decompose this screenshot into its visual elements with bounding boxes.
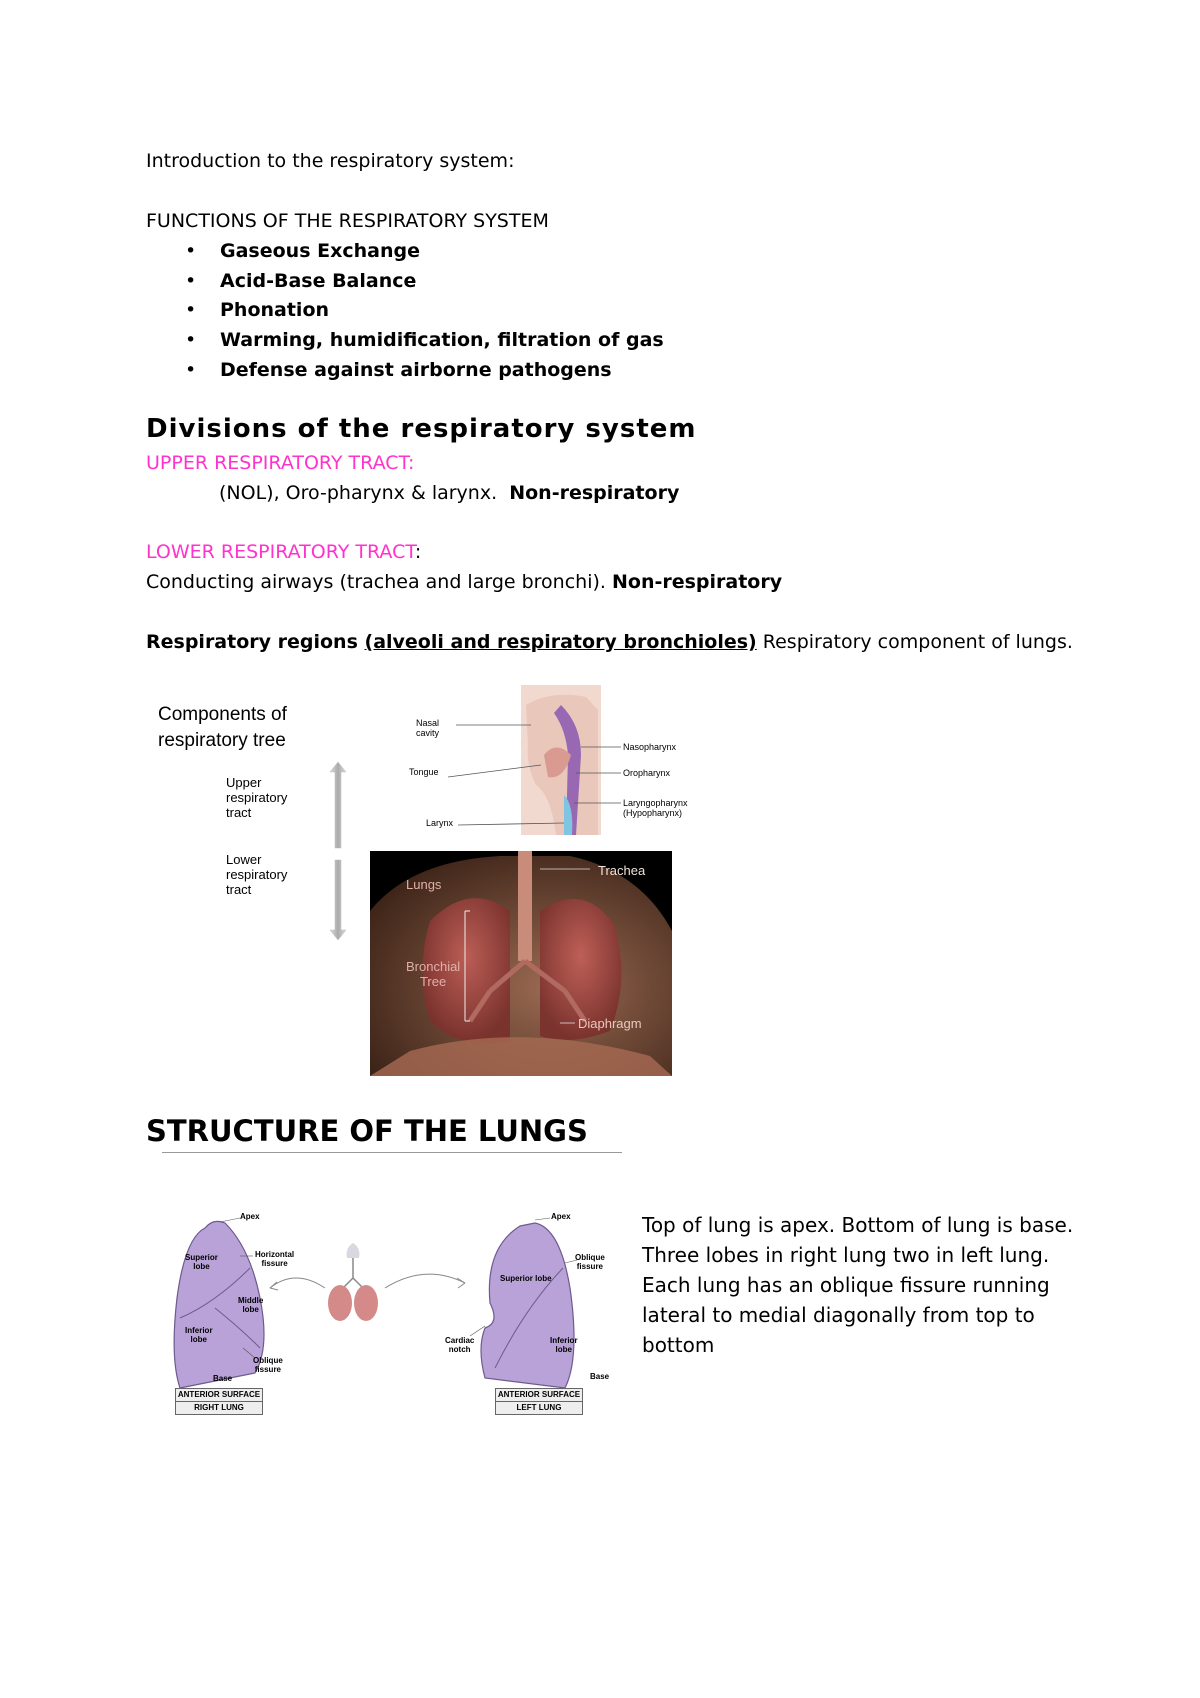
structure-heading: STRUCTURE OF THE LUNGS xyxy=(146,1114,588,1148)
label-middle-lobe: Middle lobe xyxy=(238,1296,264,1314)
list-item: • Gaseous Exchange xyxy=(178,237,664,267)
lower-tract-label: LOWER RESPIRATORY TRACT: xyxy=(146,541,422,563)
list-item: • Warming, humidification, filtration of gas xyxy=(178,326,664,356)
label-oropharynx: Oropharynx xyxy=(623,768,671,778)
upper-tract-caption: Upper respiratory tract xyxy=(226,775,288,820)
label-left-oblique-fissure: Oblique fissure xyxy=(575,1253,605,1271)
bullet: • xyxy=(185,240,197,262)
label-right-inferior-lobe: Inferior lobe xyxy=(185,1326,213,1344)
label-right-apex: Apex xyxy=(240,1212,260,1221)
label-left-base: Base xyxy=(590,1372,610,1381)
respiratory-regions: Respiratory regions (alveoli and respiratory bronchioles) Respiratory component of lungs. xyxy=(146,631,1073,653)
bullet: • xyxy=(185,269,197,292)
figure-title: Components of respiratory tree xyxy=(158,704,287,751)
lower-tract-description: Conducting airways (trachea and large bronchi). Non-respiratory xyxy=(146,571,783,593)
list-item: • Acid-Base Balance xyxy=(178,267,664,297)
divisions-heading: Divisions of the respiratory system xyxy=(146,414,697,444)
functions-list xyxy=(178,237,664,385)
label-nasal-cavity: Nasal cavity xyxy=(416,718,440,738)
respiratory-tree-figure xyxy=(146,680,686,1080)
label-right-superior-lobe: Superior lobe xyxy=(185,1253,218,1271)
bullet: • xyxy=(185,329,197,352)
label-right-oblique-fissure: Oblique fissure xyxy=(253,1356,283,1374)
head-sagittal-image xyxy=(376,685,688,835)
label-left-apex: Apex xyxy=(551,1212,571,1221)
label-lungs: Lungs xyxy=(406,877,442,892)
structure-heading-rule xyxy=(162,1152,622,1153)
upper-tract-description: (NOL), Oro-pharynx & larynx. Non-respiratory xyxy=(219,482,680,504)
label-cardiac-notch: Cardiac notch xyxy=(445,1336,475,1354)
bullet: • xyxy=(185,358,197,381)
chest-lungs-image xyxy=(370,851,672,1076)
lower-tract-caption: Lower respiratory tract xyxy=(226,852,288,897)
label-left-superior-lobe: Superior lobe xyxy=(500,1274,552,1283)
label-diaphragm: Diaphragm xyxy=(578,1016,642,1031)
intro-text: Introduction to the respiratory system: xyxy=(146,150,515,172)
lungs-anatomy-figure xyxy=(165,1208,620,1423)
label-left-inferior-lobe: Inferior lobe xyxy=(550,1336,578,1354)
label-right-base: Base xyxy=(213,1374,233,1383)
label-tongue: Tongue xyxy=(409,767,439,777)
label-bronchial-tree: Bronchial Tree xyxy=(406,959,461,989)
label-nasopharynx: Nasopharynx xyxy=(623,742,677,752)
label-horizontal-fissure: Horizontal fissure xyxy=(255,1250,295,1268)
list-item: • Defense against airborne pathogens xyxy=(178,356,664,386)
functions-heading: FUNCTIONS OF THE RESPIRATORY SYSTEM xyxy=(146,210,549,232)
right-lung-caption: ANTERIOR SURFACE RIGHT LUNG xyxy=(175,1388,263,1415)
upper-tract-label: UPPER RESPIRATORY TRACT: xyxy=(146,452,415,474)
lung-structure-description: Top of lung is apex. Bottom of lung is base. Three lobes in right lung two in left lung. Each lung has an oblique fissure running lateral to medial diagonally from top to bottom xyxy=(642,1213,1074,1357)
label-larynx: Larynx xyxy=(426,818,454,828)
tract-arrows xyxy=(326,760,350,1000)
label-trachea: Trachea xyxy=(598,863,646,878)
list-item: • Phonation xyxy=(178,296,664,326)
left-lung-caption: ANTERIOR SURFACE LEFT LUNG xyxy=(495,1388,583,1415)
bullet: • xyxy=(185,299,197,322)
label-laryngopharynx: Laryngopharynx (Hypopharynx) xyxy=(623,798,688,818)
